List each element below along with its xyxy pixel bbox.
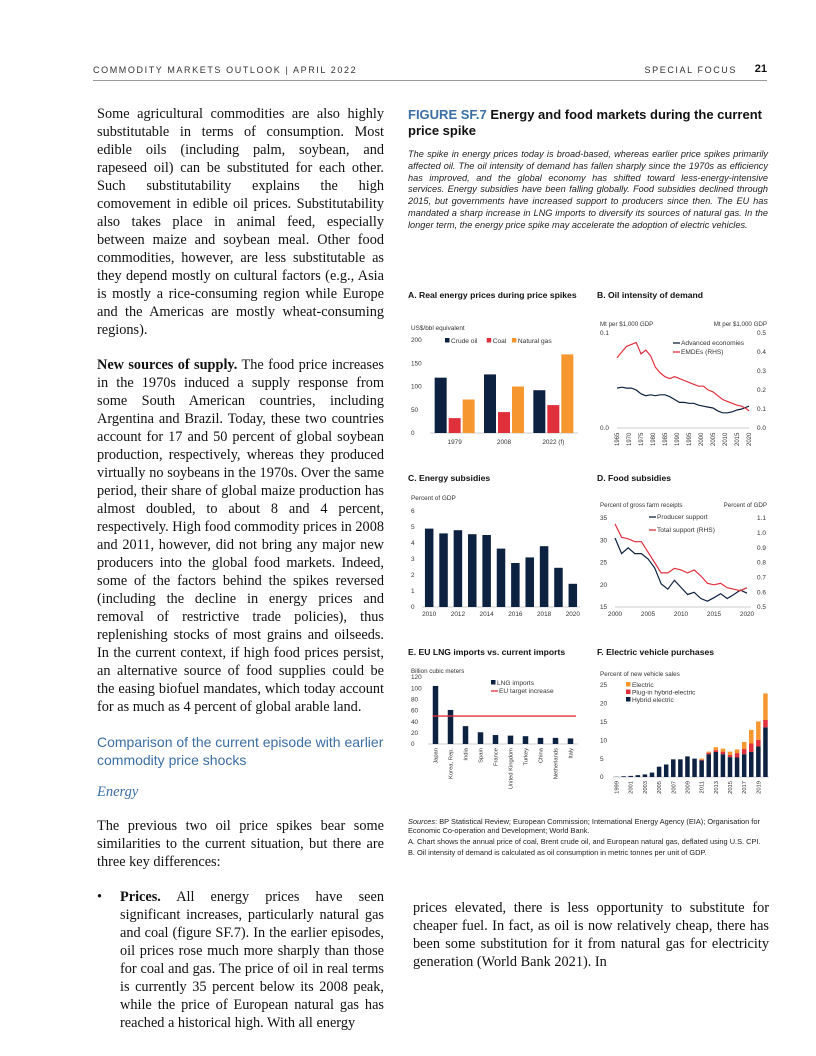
x-tick-label: Korea, Rep. [448, 748, 455, 779]
y-tick-label-right: 0.9 [757, 544, 766, 552]
y-tick-label: 0 [411, 741, 415, 749]
x-tick-label: 2005 [640, 611, 656, 618]
bar [493, 735, 499, 744]
sources-text: : BP Statistical Review; European Commission; International Energy Agency (EIA); Organisation for Economic Co-operation and Development; World Bank. [408, 817, 760, 836]
stacked-bar-segment [678, 759, 683, 777]
x-tick-label: 2005 [711, 432, 717, 446]
y-tick-label-right: 0.8 [757, 559, 766, 567]
legend-label: Crude oil [451, 338, 478, 345]
running-header [93, 62, 767, 81]
note-a: A. Chart shows the annual price of coal, Brent crude oil, and European natural gas, deflated using U.S. CPI. [408, 837, 761, 847]
stacked-bar-segment [756, 746, 761, 777]
x-tick-label: 1975 [639, 432, 645, 446]
y-tick-label: 100 [411, 685, 422, 693]
section-label: SPECIAL FOCUS [644, 65, 737, 75]
stacked-bar-segment [721, 752, 726, 755]
y-tick-label: 120 [411, 674, 422, 682]
stacked-bar-segment [728, 752, 733, 755]
bar [463, 400, 475, 433]
run-in-heading: New sources of supply. [97, 357, 238, 373]
legend-label: Coal [492, 338, 507, 345]
x-tick-label: France [493, 748, 500, 767]
panel-f-ev-purchases [597, 647, 777, 812]
bar [508, 736, 514, 744]
bar [463, 726, 469, 744]
y-tick-label: 60 [411, 707, 419, 715]
stacked-bar-segment [728, 757, 733, 777]
y-tick-label: 5 [600, 755, 604, 763]
legend-label: LNG imports [497, 680, 535, 687]
paragraph-text: The food price increases in the 1970s induced a supply response from some South American countries, including Argentina and Brazil. Today, these two countries account for 17 and 50 percent of global soybean production, respectively, whereas they produced virtually no soybeans in the 1970s. Over the same period, their share of global maize production has almost doubled, to about 8 and 4 percent, respectively. High food commodity prices in 2008 and 2011, however, did not bring any major new producers into the global food markets. Indeed, some of the factors behind the spikes reversed (including the decline in energy prices and removal of restrictive trade policies), thus replenishing stocks of most grains and oilseeds. In the current context, if high food prices persist, an alternative source of food supplies could be the easing biofuel mandates, which today account for as much as 4 percent of global arable land. [97, 357, 384, 715]
y-tick-label: 4 [411, 540, 415, 548]
bar [497, 549, 506, 607]
stacked-bar-segment [735, 753, 740, 757]
x-tick-label: 2010 [723, 432, 729, 446]
legend-label: Producer support [657, 514, 708, 521]
bar [435, 378, 447, 433]
stacked-bar-segment [749, 730, 754, 744]
chart-svg [408, 290, 588, 455]
bar [454, 530, 463, 607]
y-tick-label-right: 0.3 [757, 368, 766, 376]
bar [525, 557, 534, 607]
axis-title: Percent of new vehicle sales [600, 671, 680, 678]
paragraph-substitutability: Some agricultural commodities are also highly substitutable in terms of consumption. Most edible oils (including palm, soybean, and rapeseed oil) can be substituted for each other. Such substitutability explains the high comovement in edible oil prices. Substitutability also takes place in animal feed, especially between maize and soybean meal. Other food commodities, however, are less substitutable as they depend mostly on cultural factors (e.g., Asia is mostly a rice-consuming region while Europe and the Americas are mostly wheat-consuming regions). [97, 106, 384, 338]
x-tick-label: 1970 [627, 432, 633, 446]
stacked-bar-segment [636, 775, 641, 777]
axis-title-left: Percent of gross farm receipts [600, 502, 683, 509]
chart-svg [408, 647, 588, 812]
bar [523, 736, 529, 744]
stacked-bar-segment [657, 767, 662, 777]
x-tick-label: 2000 [699, 432, 705, 446]
stacked-bar-segment [643, 774, 648, 777]
chart-svg [408, 473, 588, 638]
sources-label: Sources [408, 817, 436, 826]
stacked-bar-segment [756, 740, 761, 747]
y-tick-label-right: 0.2 [757, 387, 766, 395]
note-b: B. Oil intensity of demand is calculated as oil consumption in metric tonnes per unit of GDP. [408, 847, 707, 857]
bar [482, 535, 491, 607]
x-tick-label: 2003 [642, 781, 649, 794]
x-tick-label: China [538, 748, 545, 764]
x-tick-label: Japan [433, 748, 440, 764]
chart-svg [597, 290, 777, 455]
x-tick-label: 1999 [614, 781, 621, 794]
panel-c-energy-subsidies [408, 473, 588, 638]
y-tick-label: 80 [411, 696, 419, 704]
stacked-bar-segment [692, 759, 697, 777]
y-tick-label-left: 0.0 [600, 425, 609, 433]
bar [561, 354, 573, 433]
y-tick-label: 20 [600, 700, 608, 708]
axis-title-right: Percent of GDP [723, 502, 767, 509]
legend-label: Hybrid electric [632, 697, 674, 704]
panel-title: D. Food subsidies [597, 473, 672, 483]
panel-title: B. Oil intensity of demand [597, 290, 703, 300]
figure-label: FIGURE SF.7 [408, 107, 487, 122]
bar [468, 534, 477, 607]
bar [568, 738, 574, 744]
x-tick-label: 2015 [706, 611, 722, 618]
x-tick-label: 2015 [728, 781, 734, 794]
figure-title-text: Energy and food markets during the current price spike [408, 107, 762, 138]
bar [498, 412, 510, 433]
figure-sf7 [408, 107, 768, 232]
stacked-bar-segment [763, 727, 768, 777]
axis-title: US$/bbl equivalent [411, 325, 465, 332]
stacked-bar-segment [749, 752, 754, 777]
y-tick-label: 6 [411, 508, 415, 516]
x-tick-label: 2017 [742, 781, 749, 794]
stacked-bar-segment [728, 755, 733, 757]
stacked-bar-segment [714, 750, 719, 752]
axis-title-left: Mt per $1,000 GDP [600, 321, 654, 328]
panel-a-energy-prices [408, 290, 588, 455]
y-tick-label-right: 1.1 [757, 515, 766, 523]
x-tick-label: India [463, 748, 470, 761]
legend-swatch [445, 338, 450, 343]
panel-title: A. Real energy prices during price spikes [408, 290, 577, 300]
x-tick-label: 2014 [479, 611, 494, 618]
y-tick-label: 15 [600, 719, 608, 726]
stacked-bar-segment [763, 720, 768, 727]
y-tick-label: 10 [600, 737, 608, 745]
x-tick-label: 2016 [508, 611, 523, 618]
y-tick-label: 5 [411, 524, 415, 532]
x-tick-label: 2010 [422, 611, 437, 618]
y-tick-label-left: 15 [600, 604, 608, 612]
figure-notes [408, 817, 778, 859]
x-tick-label: 1965 [615, 432, 621, 446]
bar [484, 374, 496, 433]
legend-label: EMDEs (RHS) [681, 349, 724, 356]
legend-swatch [512, 338, 517, 343]
y-tick-label: 0 [411, 430, 415, 438]
panel-title: C. Energy subsidies [408, 473, 491, 483]
chart-svg [597, 473, 777, 638]
x-tick-label: 2008 [496, 439, 512, 446]
bar [425, 529, 434, 607]
bar [512, 387, 524, 434]
x-tick-label: 2020 [565, 611, 580, 618]
axis-title: Billion cubic meters [411, 668, 465, 675]
bar [478, 732, 484, 744]
stacked-bar-segment [735, 757, 740, 777]
x-tick-label: 2000 [607, 611, 623, 618]
paragraph-continued: prices elevated, there is less opportunity to substitute for cheaper fuel. In fact, as oil is now relatively cheap, there has been some substitution for it from natural gas for electricity generation (World Bank 2021). In [413, 900, 769, 970]
stacked-bar-segment [756, 721, 761, 739]
stacked-bar-segment [699, 759, 704, 760]
publication-title: COMMODITY MARKETS OUTLOOK | APRIL 2022 [93, 65, 358, 75]
figure-description: The spike in energy prices today is broad-based, whereas earlier price spikes primarily affected oil. The oil intensity of demand has fallen sharply since the 1970s as efficiency has improved, and the global economy has shifted toward less-energy-intensive services. Energy subsidies have been falling globally. Food subsidies declined through 2015, but governments have increased support to producers since then. The EU has mandated a sharp increase in LNG imports to diversify its sources of natural gas. In the longer term, the energy price spike may accelerate the adoption of electric vehicles. [408, 149, 768, 230]
stacked-bar-segment [763, 693, 768, 719]
stacked-bar-segment [742, 754, 747, 777]
y-tick-label: 200 [411, 337, 422, 345]
stacked-bar-segment [735, 749, 740, 753]
subsection-heading: Energy [97, 784, 139, 800]
y-tick-label-right: 1.0 [757, 530, 766, 538]
y-tick-label: 0 [411, 604, 415, 612]
legend-label: Electric [632, 682, 654, 689]
x-tick-label: 2020 [747, 432, 753, 446]
x-tick-label: 2007 [671, 781, 678, 794]
y-tick-label: 20 [411, 730, 419, 738]
y-tick-label: 1 [411, 588, 415, 596]
y-tick-label: 40 [411, 718, 419, 726]
y-tick-label: 3 [411, 556, 415, 564]
x-tick-label: 1990 [675, 432, 681, 446]
stacked-bar-segment [685, 756, 690, 777]
bar [547, 405, 559, 433]
y-tick-label-right: 0.4 [757, 349, 766, 357]
y-tick-label: 150 [411, 360, 422, 368]
stacked-bar-segment [664, 764, 669, 777]
bullet-lead: Prices. [120, 889, 161, 905]
y-tick-label-left: 25 [600, 559, 608, 567]
paragraph-new-sources [97, 356, 384, 716]
legend-label: EU target increase [499, 688, 554, 695]
x-tick-label: 2011 [699, 781, 706, 794]
y-tick-label-left: 20 [600, 581, 608, 589]
x-tick-label: Turkey [523, 748, 530, 766]
x-tick-label: 1980 [651, 432, 657, 446]
x-tick-label: 2005 [657, 781, 664, 794]
bar [569, 584, 578, 607]
legend-swatch [626, 697, 631, 702]
legend-label: Advanced economies [681, 340, 745, 347]
chart-svg [597, 647, 777, 812]
y-tick-label: 2 [411, 572, 415, 580]
y-tick-label-right: 0.1 [757, 406, 766, 414]
sources-note [408, 817, 778, 836]
y-tick-label-right: 0.5 [757, 604, 766, 612]
x-tick-label: 1985 [663, 432, 669, 446]
legend-label: Natural gas [517, 338, 552, 345]
axis-title: Percent of GDP [411, 495, 456, 502]
bar [511, 563, 520, 607]
right-column [413, 899, 769, 971]
stacked-bar-segment [749, 744, 754, 752]
y-tick-label-left: 35 [600, 515, 608, 523]
figure-title [408, 107, 768, 139]
x-tick-label: Italy [568, 748, 575, 759]
x-tick-label: 2001 [628, 781, 635, 794]
stacked-bar-segment [721, 749, 726, 752]
stacked-bar-segment [671, 759, 676, 777]
x-tick-label: Netherlands [553, 748, 560, 780]
page-number: 21 [754, 63, 767, 75]
x-tick-label: 1995 [687, 432, 693, 446]
stacked-bar-segment [742, 749, 747, 754]
panel-title: E. EU LNG imports vs. current imports [408, 647, 566, 657]
bullet-item-prices [97, 888, 384, 1032]
panel-e-lng-imports [408, 647, 588, 812]
legend-label: Total support (RHS) [657, 527, 715, 534]
x-tick-label: 2020 [739, 611, 755, 618]
legend-swatch [626, 682, 631, 687]
stacked-bar-segment [699, 760, 704, 777]
bullet-text: All energy prices have seen significant increases, particularly natural gas and coal (figure SF.7). In the earlier episodes, oil prices rose much more sharply than those for coal and gas. The price of oil in real terms is currently 35 percent below its 2008 peak, while the price of European natural gas has reached a historical high. With all energy [120, 889, 384, 1031]
stacked-bar-segment [706, 753, 711, 754]
y-tick-label: 100 [411, 383, 422, 391]
y-tick-label-left: 30 [600, 537, 608, 545]
paragraph-energy-intro: The previous two oil price spikes bear some similarities to the current situation, but there are three key differences: [97, 818, 384, 870]
bar [449, 418, 461, 433]
x-tick-label: 2019 [756, 781, 763, 794]
bar [540, 546, 549, 607]
stacked-bar-segment [742, 742, 747, 749]
bar [538, 738, 544, 744]
stacked-bar-segment [699, 760, 704, 761]
y-tick-label-right: 0.5 [757, 330, 766, 338]
stacked-bar-segment [706, 752, 711, 753]
x-tick-label: United Kingdom [508, 748, 515, 790]
stacked-bar-segment [706, 754, 711, 777]
y-tick-label: 50 [411, 406, 419, 414]
left-column [97, 105, 384, 1032]
y-tick-label-right: 0.6 [757, 589, 766, 597]
stacked-bar-segment [621, 776, 626, 777]
x-tick-label: 2009 [685, 781, 692, 794]
y-tick-label-left: 0.1 [600, 330, 609, 338]
x-tick-label: 2013 [713, 781, 720, 794]
bar [533, 390, 545, 433]
y-tick-label-right: 0.0 [757, 425, 766, 433]
x-tick-label: 2012 [450, 611, 466, 618]
bar [553, 738, 559, 744]
axis-title-right: Mt per $1,000 GDP [713, 321, 767, 328]
x-tick-label: Spain [478, 748, 485, 763]
legend-label: Plug-in hybrid-electric [632, 689, 696, 697]
x-tick-label: 2015 [735, 432, 741, 446]
y-tick-label: 25 [600, 682, 608, 690]
bullet-icon: • [97, 889, 103, 905]
x-tick-label: 2018 [536, 611, 552, 618]
bar [433, 686, 439, 744]
stacked-bar-segment [628, 776, 633, 777]
bar [448, 710, 454, 744]
x-tick-label: 2010 [673, 611, 689, 618]
bar [439, 533, 448, 607]
stacked-bar-segment [714, 752, 719, 777]
y-tick-label: 0 [600, 774, 604, 782]
legend-swatch [487, 338, 492, 343]
x-tick-label: 2022 (f) [542, 439, 565, 446]
panel-d-food-subsidies [597, 473, 777, 638]
legend-swatch [626, 690, 631, 695]
series-line [617, 387, 749, 413]
stacked-bar-segment [714, 747, 719, 750]
stacked-bar-segment [721, 754, 726, 777]
bar [554, 568, 563, 607]
panel-title: F. Electric vehicle purchases [597, 647, 715, 657]
stacked-bar-segment [650, 773, 655, 777]
x-tick-label: 1979 [447, 439, 462, 446]
y-tick-label-right: 0.7 [757, 574, 766, 582]
panel-b-oil-intensity [597, 290, 777, 455]
section-heading: Comparison of the current episode with earlier commodity price shocks [97, 734, 384, 768]
legend-swatch [491, 680, 496, 685]
